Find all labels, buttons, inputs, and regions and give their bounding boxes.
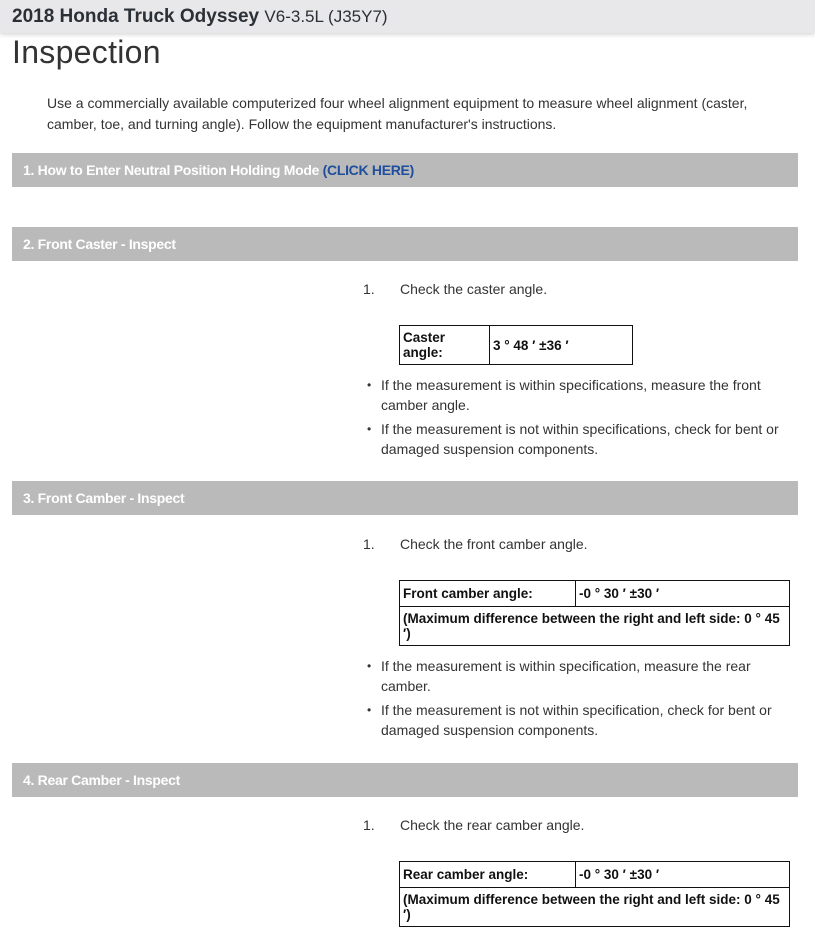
step-text: Check the caster angle. <box>400 281 548 297</box>
spec-note: (Maximum difference between the right and left side: 0 ° 45 ′) <box>400 607 790 646</box>
list-item: • If the measurement is not within specifications, check for bent or damaged suspension components. <box>367 419 797 459</box>
step-item <box>363 281 547 297</box>
intro-text: Use a commercially available computerized four wheel alignment equipment to measure wheel alignment (caster, camber, toe, and turning angle). Follow the equipment manufacturer's instructions. <box>47 95 748 132</box>
spec-label: Front camber angle: <box>400 581 576 607</box>
front-camber-spec-table <box>399 580 790 646</box>
step-item <box>363 817 584 833</box>
step-number: 1. <box>363 536 375 552</box>
engine-subtitle: V6-3.5L (J35Y7) <box>264 7 388 26</box>
step-number: 1. <box>363 281 375 297</box>
spec-value: -0 ° 30 ′ ±30 ′ <box>576 581 790 607</box>
vehicle-title: 2018 Honda Truck Odyssey <box>12 6 260 27</box>
step-number: 1. <box>363 817 375 833</box>
step-text: Check the front camber angle. <box>400 536 588 552</box>
spec-label: Rear camber angle: <box>400 862 576 888</box>
vehicle-header <box>0 0 815 33</box>
section-header-front-camber: 3. Front Camber - Inspect <box>12 481 798 515</box>
step-text: Check the rear camber angle. <box>400 817 585 833</box>
section-header-neutral-mode <box>12 153 798 187</box>
section-title: 1. How to Enter Neutral Position Holding Mode <box>23 162 320 178</box>
section-header-rear-camber: 4. Rear Camber - Inspect <box>12 763 798 797</box>
list-item: • If the measurement is not within specification, check for bent or damaged suspension components. <box>367 700 797 740</box>
rear-camber-spec-table <box>399 861 790 927</box>
list-item: • If the measurement is within specifications, measure the front camber angle. <box>367 375 797 415</box>
spec-label: Caster angle: <box>400 326 490 365</box>
page-title: Inspection <box>12 34 161 70</box>
front-camber-bullets <box>367 656 797 744</box>
click-here-link[interactable]: (CLICK HERE) <box>322 162 414 178</box>
spec-note: (Maximum difference between the right and left side: 0 ° 45 ′) <box>400 888 790 927</box>
step-item <box>363 536 588 552</box>
caster-spec-table <box>399 325 633 365</box>
caster-bullets <box>367 375 797 463</box>
spec-value: 3 ° 48 ′ ±36 ′ <box>490 326 633 365</box>
list-item: • If the measurement is within specification, measure the rear camber. <box>367 656 797 696</box>
section-header-front-caster: 2. Front Caster - Inspect <box>12 227 798 261</box>
spec-value: -0 ° 30 ′ ±30 ′ <box>576 862 790 888</box>
